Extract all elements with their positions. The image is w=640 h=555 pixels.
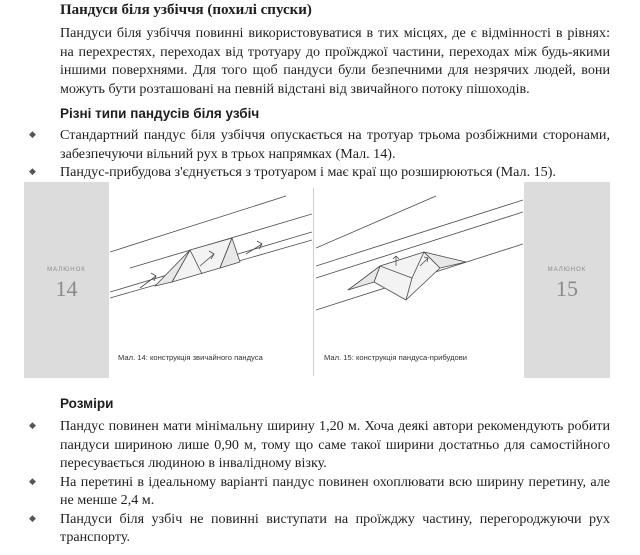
figure-caption: Мал. 15: конструкція пандуса-прибудови: [324, 353, 468, 362]
intro-paragraph: Пандуси біля узбіччя повинні використовуватися в тих місцях, де є відмінності в рівнях: на перехрестях, переходах від тротуару до проїжджої частини, переходах між будь-якими іншими поверхнями. Для того щоб пандуси були безпечними для незрячих людей, вони можуть бути розташовані на певній відстані від звичайного потоку пішоходів.: [60, 25, 610, 97]
section-title: Пандуси біля узбіччя (похилі спуски): [60, 2, 312, 18]
figure-divider: [313, 188, 314, 376]
list-item-text: Стандартний пандус біля узбіччя опускається на тротуар трьома розбіжними сторонами, забезпечуючи вільний рух в трьох напрямках (Мал. 14).: [60, 127, 610, 162]
figures-strip: [0, 182, 640, 382]
sizes-heading: Розміри: [60, 396, 114, 411]
bullet-icon: ◆: [29, 167, 36, 177]
list-item: [0, 163, 610, 182]
bullet-icon: ◆: [29, 130, 36, 140]
list-item: [0, 473, 610, 510]
types-list: [0, 126, 640, 182]
sizes-list: [0, 417, 640, 547]
list-item-text: Пандус-прибудова з'єднується з тротуаром і має краї що розширюються (Мал. 15).: [60, 164, 556, 180]
types-heading: Різні типи пандусів біля узбіч: [60, 106, 260, 121]
bullet-icon: ◆: [29, 421, 36, 431]
figure-15: [316, 182, 523, 378]
figure-15-label-panel: [524, 182, 610, 378]
figure-number: 14: [55, 276, 78, 301]
bullet-icon: ◆: [29, 476, 36, 487]
list-item: [0, 510, 610, 547]
flared-ramp-drawing: [316, 182, 523, 352]
figure-tag: МАЛЮНОК: [547, 267, 587, 273]
bullet-icon: ◆: [29, 513, 36, 524]
figure-14-label-panel: [24, 182, 109, 378]
figure-tag: МАЛЮНОК: [47, 267, 86, 273]
standard-ramp-drawing: [110, 182, 312, 352]
figure-14: [110, 182, 312, 378]
figure-caption: Мал. 14: конструкція звичайного пандуса: [118, 353, 263, 362]
list-item-text: На перетині в ідеальному варіанті пандус повинен охоплювати всю ширину перетину, але не менше 2,4 м.: [60, 473, 610, 508]
list-item: [0, 417, 610, 473]
figure-number: 15: [556, 276, 578, 301]
list-item: [0, 126, 610, 163]
list-item-text: Пандуси біля узбіч не повинні виступати на проїжджу частину, перегороджуючи рух транспорту.: [60, 510, 610, 545]
list-item-text: Пандус повинен мати мінімальну ширину 1,20 м. Хоча деякі автори рекомендують робити пандуси шириною лише 0,90 м, тому що саме такої ширини достатньо для самостійного пересувається людиною в інвалідному візку.: [60, 418, 610, 471]
